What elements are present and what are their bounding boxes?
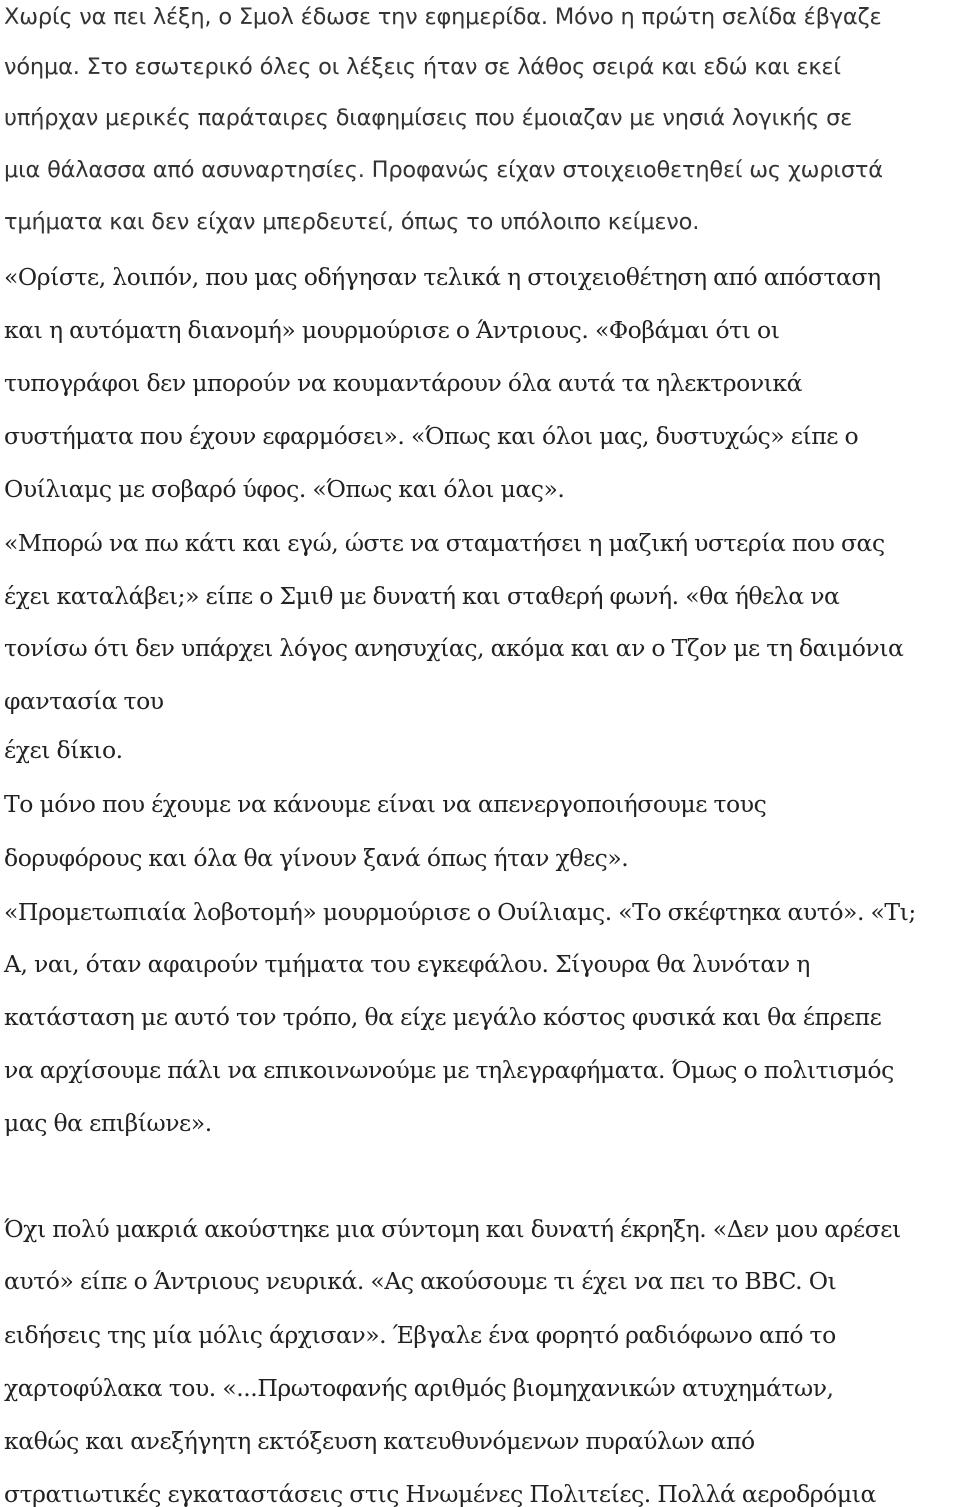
text-line: Ουίλιαμς με σοβαρό ύφος. «Όπως και όλοι μας». <box>4 475 565 503</box>
text-line: χαρτοφύλακα του. «...Πρωτοφανής αριθμός βιομηχανικών ατυχημάτων, <box>4 1374 834 1402</box>
text-line: Α, ναι, όταν αφαιρούν τμήματα του εγκεφάλου. Σίγουρα θα λυνόταν η <box>4 950 810 978</box>
text-line: μας θα επιβίωνε». <box>4 1109 212 1137</box>
text-line: τυπογράφοι δεν μπορούν να κουμαντάρουν όλα αυτά τα ηλεκτρονικά <box>4 369 803 397</box>
text-line: καθώς και ανεξήγητη εκτόξευση κατευθυνόμενων πυραύλων από <box>4 1427 755 1455</box>
text-line: έχει καταλάβει;» είπε ο Σμιθ με δυνατή και σταθερή φωνή. «θα ήθελα να <box>4 582 840 610</box>
text-line: μια θάλασσα από ασυναρτησίες. Προφανώς είχαν στοιχειοθετηθεί ως χωριστά <box>4 157 883 183</box>
text-line: Το μόνο που έχουμε να κάνουμε είναι να απενεργοποιήσουμε τους <box>4 790 767 818</box>
text-line: δορυφόρους και όλα θα γίνουν ξανά όπως ήταν χθες». <box>4 844 629 872</box>
text-line: έχει δίκιο. <box>4 736 123 764</box>
text-line: υπήρχαν μερικές παράταιρες διαφημίσεις που έμοιαζαν με νησιά λογικής σε <box>4 105 853 131</box>
text-line: τμήματα και δεν είχαν μπερδευτεί, όπως το υπόλοιπο κείμενο. <box>4 209 700 235</box>
text-line: νόημα. Στο εσωτερικό όλες οι λέξεις ήταν σε λάθος σειρά και εδώ και εκεί <box>4 54 841 80</box>
text-line: ειδήσεις της μία μόλις άρχισαν». Έβγαλε ένα φορητό ραδιόφωνο από το <box>4 1321 836 1349</box>
text-line: τονίσω ότι δεν υπάρχει λόγος ανησυχίας, ακόμα και αν ο Τζον με τη δαιμόνια <box>4 634 904 662</box>
text-line: συστήματα που έχουν εφαρμόσει». «Όπως και όλοι μας, δυστυχώς» είπε ο <box>4 422 859 450</box>
text-line: να αρχίσουμε πάλι να επικοινωνούμε με τηλεγραφήματα. Όμως ο πολιτισμός <box>4 1056 894 1084</box>
text-line: αυτό» είπε ο Άντριους νευρικά. «Ας ακούσουμε τι έχει να πει το BBC. Οι <box>4 1267 837 1295</box>
text-line: Χωρίς να πει λέξη, ο Σμολ έδωσε την εφημερίδα. Μόνο η πρώτη σελίδα έβγαζε <box>4 4 882 30</box>
text-line: Όχι πολύ μακριά ακούστηκε μια σύντομη και δυνατή έκρηξη. «Δεν μου αρέσει <box>4 1215 901 1243</box>
text-line: «Μπορώ να πω κάτι και εγώ, ώστε να σταματήσει η μαζική υστερία που σας <box>4 529 885 557</box>
text-line: «Προμετωπιαία λοβοτομή» μουρμούρισε ο Ουίλιαμς. «Το σκέφτηκα αυτό». «Τι; <box>4 898 916 926</box>
text-line: φαντασία του <box>4 687 164 715</box>
text-line: «Ορίστε, λοιπόν, που μας οδήγησαν τελικά η στοιχειοθέτηση από απόσταση <box>4 263 881 291</box>
text-line: στρατιωτικές εγκαταστάσεις στις Ηνωμένες Πολιτείες. Πολλά αεροδρόμια <box>4 1480 876 1507</box>
text-line: και η αυτόματη διανομή» μουρμούρισε ο Άντριους. «Φοβάμαι ότι οι <box>4 316 780 344</box>
text-line: κατάσταση με αυτό τον τρόπο, θα είχε μεγάλο κόστος φυσικά και θα έπρεπε <box>4 1003 882 1031</box>
